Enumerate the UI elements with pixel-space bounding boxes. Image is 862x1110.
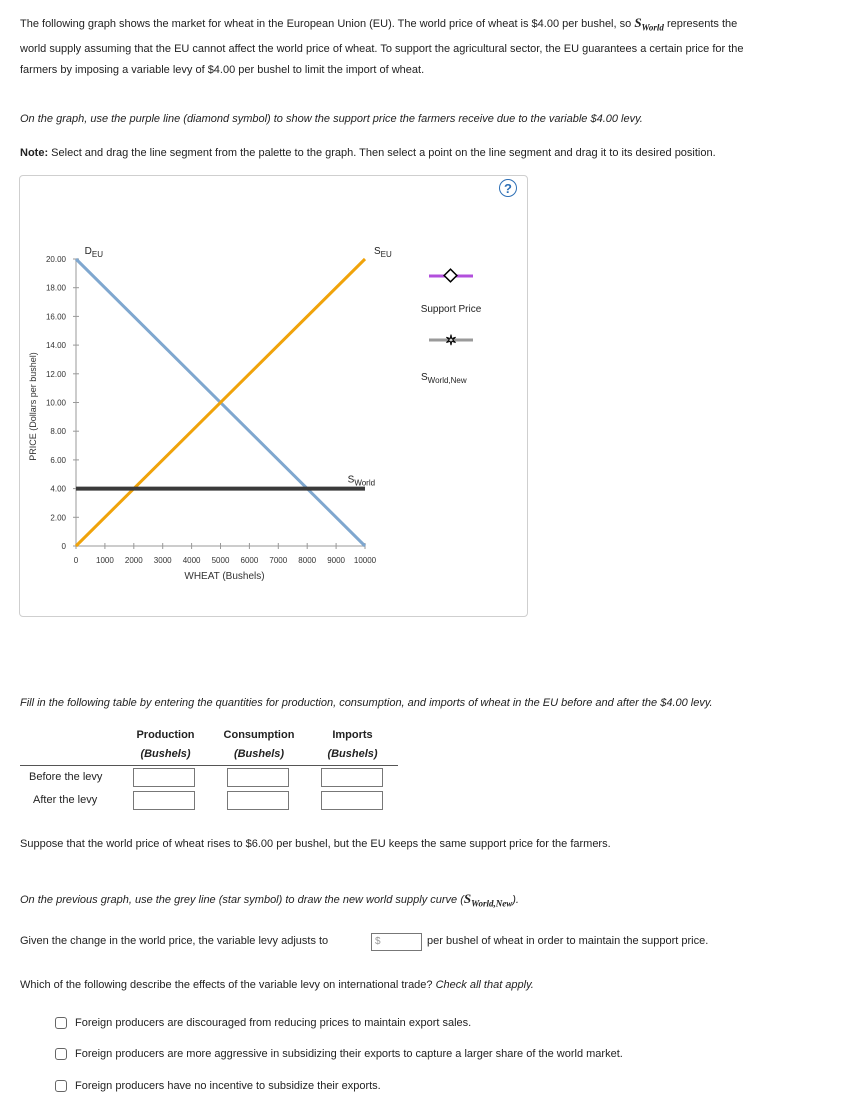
option-3-checkbox[interactable] (55, 1080, 67, 1092)
instruction-new-world-supply: On the previous graph, use the grey line (star symbol) to draw the new world supply curve $(S_{World,New})$. (20, 891, 519, 909)
intro-text: The following graph shows the market for wheat in the European Union (EU). The world price of wheat is $4.00 per bushel, so $S_{World}$ represents the world supply assuming that the EU cannot affect the world price of wheat. To support the agricultural sector, the EU guarantees a certain price for the farmers by imposing a variable levy of $4.00 per bushel to limit the import of wheat. (20, 15, 744, 76)
y-tick-label: 2.00 (50, 513, 66, 523)
y-tick-label: 18.00 (45, 283, 66, 293)
row-label-before: Before the levy (29, 771, 103, 783)
option-3-label[interactable]: Foreign producers have no incentive to subsidize their exports. (75, 1080, 381, 1092)
curve-label-s-world: $S_{World}$ (347, 474, 376, 488)
table-instruction: Fill in the following table by entering the quantities for production, consumption, and imports of wheat in the EU before and after the $4.00 levy. (20, 697, 713, 709)
new-world-supply-tool[interactable] (421, 332, 473, 385)
unit-consumption: (Bushels) (233, 748, 285, 760)
y-tick-label: 14.00 (45, 341, 66, 351)
note-label: Note: (20, 147, 49, 159)
support-price-tool[interactable] (421, 269, 482, 315)
trade-question: Which of the following describe the effects of the variable levy on international trade? Check all that apply. (20, 979, 534, 991)
option-1-label[interactable]: Foreign producers are discouraged from reducing prices to maintain export sales. (75, 1017, 472, 1029)
before-production-input[interactable] (133, 768, 195, 787)
x-tick-label: 8000 (298, 556, 317, 565)
header-production: Production (136, 729, 195, 741)
after-production-input[interactable] (133, 791, 195, 810)
table-divider (20, 765, 398, 766)
x-tick-label: 6000 (240, 556, 259, 565)
y-tick-label: 8.00 (50, 427, 66, 437)
after-consumption-input[interactable] (227, 791, 289, 810)
world-price-text: Suppose that the world price of wheat rises to $6.00 per bushel, but the EU keeps the same support price for the farmers. (20, 838, 611, 850)
intro-line-2: world supply assuming that the EU cannot affect the world price of wheat. To support the agricultural sector, the EU guarantees a certain price for the (20, 42, 744, 55)
unit-production: (Bushels) (140, 748, 191, 760)
before-consumption-input[interactable] (227, 768, 289, 787)
y-tick-label: 16.00 (45, 312, 66, 322)
help-icon[interactable]: ? (499, 179, 517, 197)
y-tick-label: 4.00 (50, 484, 66, 494)
world-supply-symbol: $S_{World}$ (634, 15, 664, 33)
y-tick-label: 6.00 (50, 455, 66, 465)
x-tick-label: 0 (73, 556, 79, 565)
after-imports-input[interactable] (321, 791, 383, 810)
palette[interactable] (421, 269, 482, 385)
option-2-label[interactable]: Foreign producers are more aggressive in subsidizing their exports to capture a larger share of the world market. (75, 1048, 623, 1060)
y-tick-label: 20.00 (45, 255, 66, 264)
option-1-checkbox[interactable] (55, 1017, 67, 1029)
x-axis-label: WHEAT (Bushels) (184, 571, 265, 582)
before-imports-input[interactable] (321, 768, 383, 787)
x-tick-label: 4000 (182, 556, 201, 565)
x-tick-label: 3000 (153, 556, 172, 565)
x-tick-label: 5000 (211, 556, 230, 565)
header-consumption: Consumption (223, 729, 295, 741)
levy-input[interactable]: $ (371, 933, 422, 951)
trade-question-hint: Check all that apply. (435, 979, 534, 991)
note-text: Select and drag the line segment from the palette to the graph. Then select a point on the line segment and drag it to its desired position. (51, 147, 716, 159)
intro-line-1: The following graph shows the market for wheat in the European Union (EU). The world price of wheat is $4.00 per bushel, so (20, 18, 632, 30)
intro-line-3: farmers by imposing a variable levy of $4.00 per bushel to limit the import of wheat. (20, 63, 425, 76)
x-tick-label: 7000 (269, 556, 288, 565)
levy-question: Given the change in the world price, the variable levy adjusts to (20, 935, 329, 947)
graph-panel (19, 175, 528, 617)
y-tick-label: 0 (61, 542, 66, 551)
unit-imports: (Bushels) (327, 748, 378, 760)
note (20, 143, 840, 164)
x-tick-label: 1000 (96, 556, 114, 565)
instruction-support-price: On the graph, use the purple line (diamond symbol) to show the support price the farmers receive due to the variable $4.00 levy. (20, 113, 643, 125)
y-axis-label: PRICE (Dollars per bushel) (28, 352, 38, 461)
curve-label-d-eu: $D_{EU}$ (84, 246, 104, 259)
curve-label-s-eu: $S_{EU}$ (374, 246, 392, 259)
x-tick-label: 2000 (124, 556, 143, 565)
market-chart[interactable] (20, 176, 527, 616)
y-tick-label: 12.00 (45, 369, 66, 379)
y-tick-label: 10.00 (45, 398, 66, 408)
option-2-checkbox[interactable] (55, 1048, 67, 1060)
x-tick-label: 10000 (353, 556, 377, 565)
diamond-icon[interactable] (444, 269, 457, 282)
star-icon[interactable]: ✶ (445, 332, 457, 348)
x-tick-label: 9000 (327, 556, 345, 565)
header-imports: Imports (332, 729, 373, 741)
row-label-after: After the levy (33, 794, 98, 806)
support-price-label: Support Price (420, 304, 482, 315)
new-world-supply-label: $S_{World,New}$ (421, 372, 467, 385)
levy-question-suffix: per bushel of wheat in order to maintain the support price. (427, 935, 709, 947)
new-world-supply-symbol: $S_{World,New}$ (463, 891, 513, 909)
